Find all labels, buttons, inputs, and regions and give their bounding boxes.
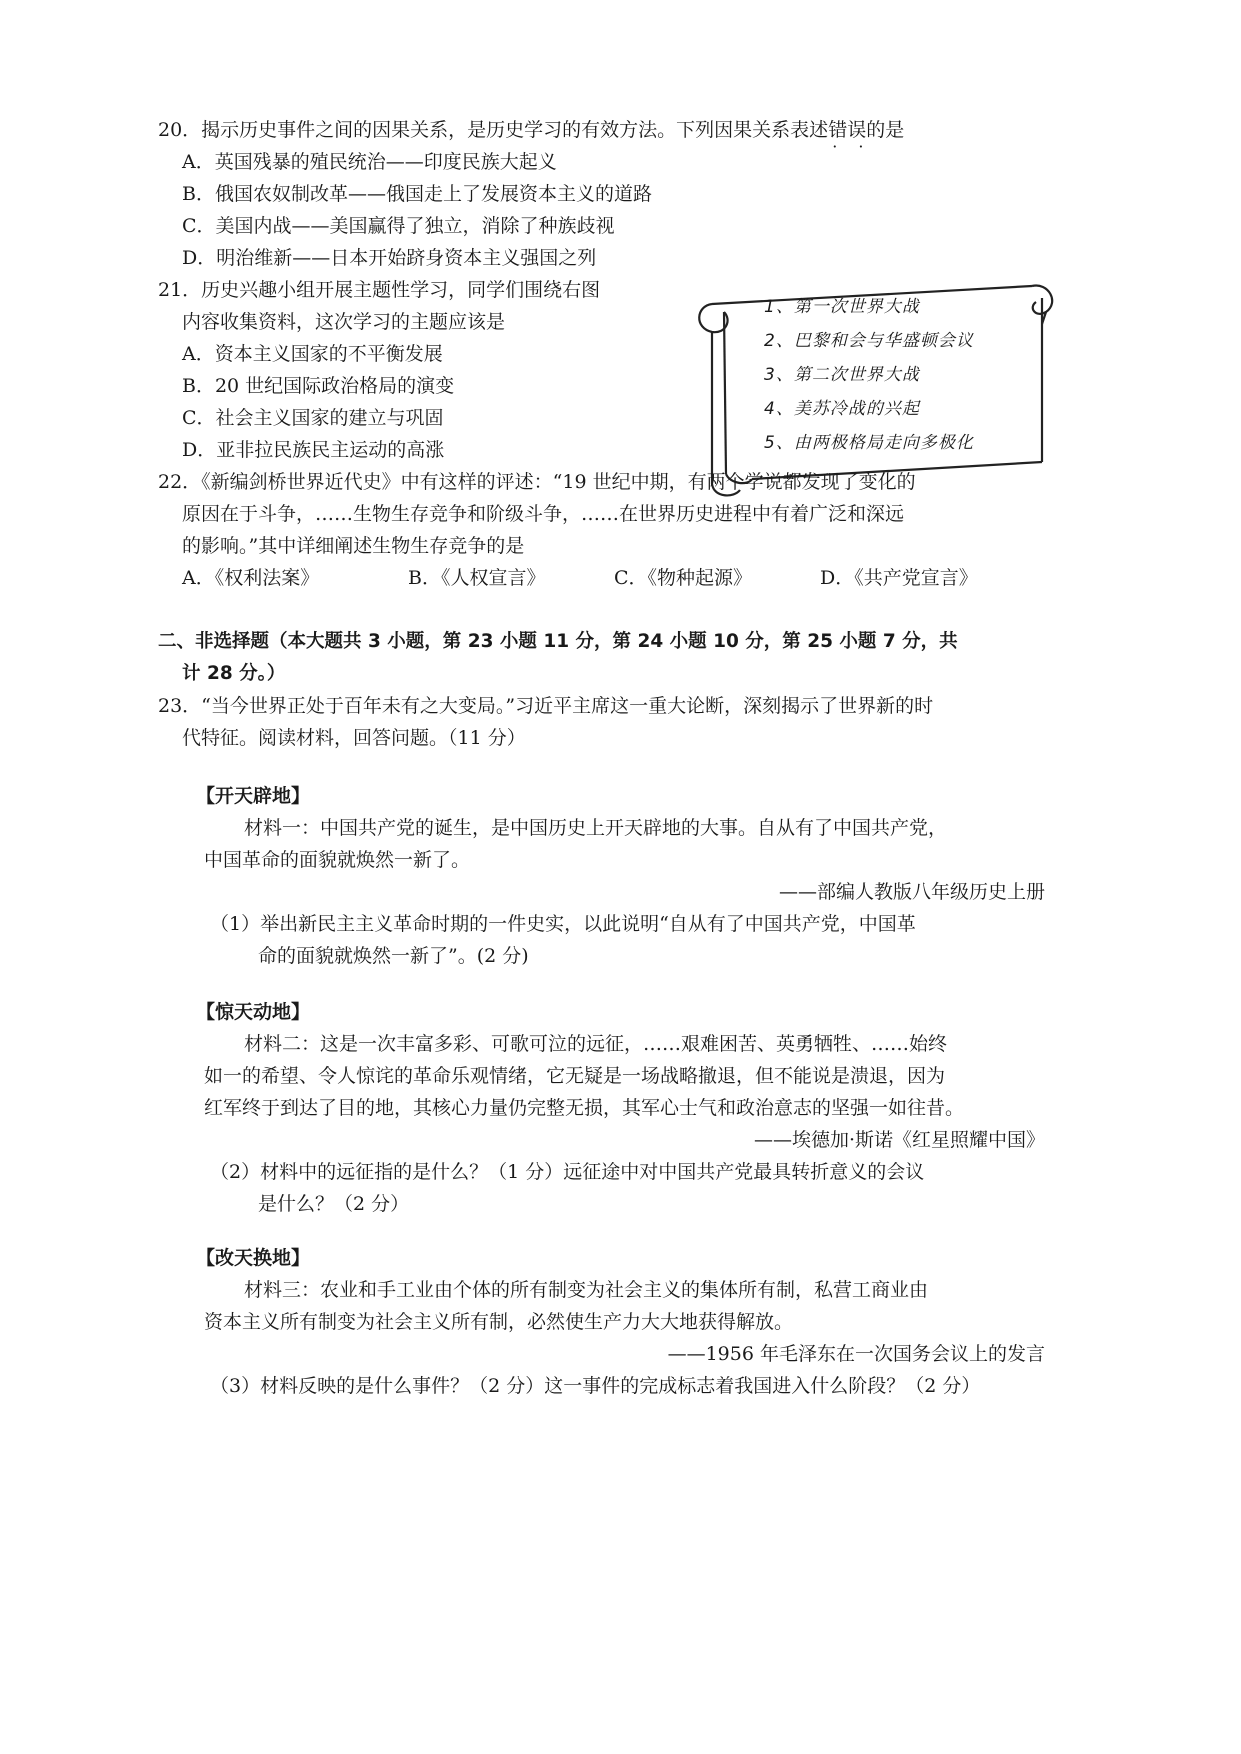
q22-option-d: D．《共产党宣言》 [820,567,978,589]
q20-option-b: B．俄国农奴制改革——俄国走上了发展资本主义的道路 [182,183,652,205]
scroll-item-5: 5、由两极格局走向多极化 [764,433,974,453]
q22-stem-line3: 的影响。”其中详细阐述生物生存竞争的是 [182,535,525,557]
part2-material-line1: 材料二：这是一次丰富多彩、可歌可泣的远征，……艰难困苦、英勇牺牲、……始终 [244,1033,948,1055]
part3-material-line1: 材料三：农业和手工业由个体的所有制变为社会主义的集体所有制，私营工商业由 [244,1279,929,1301]
part1-heading: 【开天辟地】 [196,785,311,807]
section2-title-line2: 计 28 分。） [182,663,286,684]
part1-material-line2: 中国革命的面貌就焕然一新了。 [204,849,471,871]
q21-stem-line1: 21．历史兴趣小组开展主题性学习，同学们围绕右图 [158,279,601,301]
part3-question-line1: （3）材料反映的是什么事件？（2 分）这一事件的完成标志着我国进入什么阶段？（2 分） [210,1375,981,1397]
q20-option-a: A．英国残暴的殖民统治——印度民族大起义 [182,151,557,173]
q22-option-b: B．《人权宣言》 [408,567,546,589]
scroll-item-4: 4、美苏冷战的兴起 [764,399,920,419]
q21-option-c: C．社会主义国家的建立与巩固 [182,407,444,429]
q22-stem-line2: 原因在于斗争，……生物生存竞争和阶级斗争，……在世界历史进程中有着广泛和深远 [182,503,905,525]
part3-heading: 【改天换地】 [196,1247,311,1269]
part3-material-line2: 资本主义所有制变为社会主义所有制，必然使生产力大大地获得解放。 [204,1311,794,1333]
part1-question-line2: 命的面貌就焕然一新了”。(2 分) [258,945,529,967]
part3-source: ——1956 年毛泽东在一次国务会议上的发言 [667,1343,1045,1365]
q22-option-c: C．《物种起源》 [614,567,753,589]
q20-option-c: C．美国内战——美国赢得了独立，消除了种族歧视 [182,215,615,237]
part2-heading: 【惊天动地】 [196,1001,311,1023]
q21-stem-line2: 内容收集资料，这次学习的主题应该是 [182,311,506,333]
scroll-item-2: 2、巴黎和会与华盛顿会议 [764,331,974,351]
part2-source: ——埃德加·斯诺《红星照耀中国》 [753,1129,1045,1151]
q21-option-d: D．亚非拉民族民主运动的高涨 [182,439,445,461]
part2-question-line1: （2）材料中的远征指的是什么？（1 分）远征途中对中国共产党最具转折意义的会议 [210,1161,925,1183]
part1-material-line1: 材料一：中国共产党的诞生，是中国历史上开天辟地的大事。自从有了中国共产党， [244,817,948,839]
part2-material-line3: 红军终于到达了目的地，其核心力量仍完整无损，其军心士气和政治意志的坚强一如往昔。 [204,1097,965,1119]
q20-option-d: D．明治维新——日本开始跻身资本主义强国之列 [182,247,597,269]
q21-option-b: B．20 世纪国际政治格局的演变 [182,375,455,397]
part1-source: ——部编人教版八年级历史上册 [778,881,1045,903]
q20-emphasis: 错误 · · [828,119,866,141]
q22-option-a: A．《权利法案》 [182,567,320,589]
q23-stem-line2: 代特征。阅读材料，回答问题。（11 分） [182,727,526,749]
q22-stem-line1: 22．《新编剑桥世界近代史》中有这样的评述：“19 世纪中期，有两个学说都发现了变化的 [158,471,916,493]
part2-material-line2: 如一的希望、令人惊诧的革命乐观情绪，它无疑是一场战略撤退，但不能说是溃退，因为 [204,1065,946,1087]
section2-title-line1: 二、非选择题（本大题共 3 小题，第 23 小题 11 分，第 24 小题 10 分，第 25 小题 7 分，共 [158,631,958,652]
q20-stem: 20．揭示历史事件之间的因果关系，是历史学习的有效方法。下列因果关系表述错误 · ·的是 [158,118,904,142]
q21-option-a: A．资本主义国家的不平衡发展 [182,343,443,365]
scroll-item-3: 3、第二次世界大战 [764,365,920,385]
q23-stem-line1: 23．“当今世界正处于百年未有之大变局。”习近平主席这一重大论断，深刻揭示了世界新的时 [158,695,934,717]
part1-question-line1: （1）举出新民主主义革命时期的一件史实，以此说明“自从有了中国共产党，中国革 [210,913,916,935]
scroll-item-1: 1、第一次世界大战 [764,297,920,317]
part2-question-line2: 是什么？（2 分） [258,1193,410,1215]
